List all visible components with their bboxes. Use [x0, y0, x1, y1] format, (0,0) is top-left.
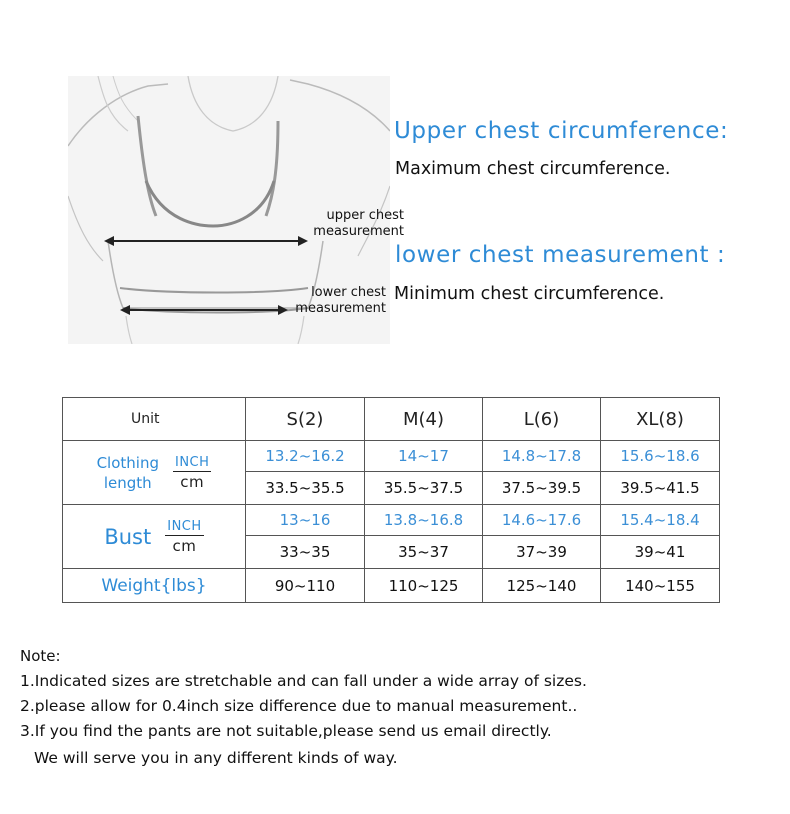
table-cell: 39~41 [601, 536, 720, 569]
table-cell: 33.5~35.5 [246, 472, 365, 505]
table-cell: 37.5~39.5 [483, 472, 601, 505]
cm-unit-label: cm [172, 536, 197, 555]
upper-label-line2: measurement [313, 224, 404, 239]
size-header: L(6) [483, 398, 601, 441]
clothing-length-label [97, 453, 159, 493]
table-cell: 37~39 [483, 536, 601, 569]
upper-chest-desc: Maximum chest circumference. [395, 159, 671, 179]
note-line-3: 3.If you find the pants are not suitable,please send us email directly. [20, 722, 552, 740]
notes-section [20, 647, 760, 772]
table-cell: 90~110 [246, 569, 365, 603]
clothing-length-inch-row [63, 441, 720, 472]
table-cell: 14.8~17.8 [483, 441, 601, 472]
size-header: S(2) [246, 398, 365, 441]
inch-unit-label: INCH [174, 454, 210, 470]
table-cell: 33~35 [246, 536, 365, 569]
table-cell: 14~17 [365, 441, 483, 472]
closing-note: We will serve you in any different kinds of way. [34, 749, 398, 767]
table-cell: 125~140 [483, 569, 601, 603]
clothing-label-line1: Clothing [96, 453, 159, 472]
size-header: M(4) [365, 398, 483, 441]
bust-label-cell [63, 505, 246, 569]
lower-chest-title: lower chest measurement : [395, 242, 726, 268]
note-line-2: 2.please allow for 0.4inch size difference due to manual measurement.. [20, 697, 578, 715]
table-cell: 14.6~17.6 [483, 505, 601, 536]
cm-unit-label: cm [180, 472, 205, 491]
unit-stack [165, 519, 203, 555]
upper-chest-title: Upper chest circumference: [394, 118, 729, 144]
weight-label: Weight{lbs} [63, 569, 246, 603]
table-cell: 15.6~18.6 [601, 441, 720, 472]
bust-inch-row [63, 505, 720, 536]
clothing-length-label-cell [63, 441, 246, 505]
table-cell: 13.8~16.8 [365, 505, 483, 536]
note-line-1: 1.Indicated sizes are stretchable and can fall under a wide array of sizes. [20, 672, 587, 690]
table-cell: 35.5~37.5 [365, 472, 483, 505]
size-header: XL(8) [601, 398, 720, 441]
lower-chest-desc: Minimum chest circumference. [394, 284, 665, 304]
weight-row [63, 569, 720, 603]
table-cell: 15.4~18.4 [601, 505, 720, 536]
unit-header: Unit [63, 398, 246, 441]
inch-unit-label: INCH [167, 518, 202, 534]
size-chart-table [62, 397, 720, 603]
lower-label-line2: measurement [295, 301, 386, 316]
table-cell: 13~16 [246, 505, 365, 536]
upper-label-line1: upper chest [326, 208, 404, 223]
unit-stack [173, 455, 211, 491]
table-cell: 110~125 [365, 569, 483, 603]
table-cell: 13.2~16.2 [246, 441, 365, 472]
clothing-label-line2: length [103, 473, 152, 492]
lower-label-line1: lower chest [311, 285, 386, 300]
table-cell: 39.5~41.5 [601, 472, 720, 505]
table-cell: 140~155 [601, 569, 720, 603]
notes-heading: Note: [20, 647, 61, 665]
table-header-row [63, 398, 720, 441]
table-cell: 35~37 [365, 536, 483, 569]
lower-chest-label [282, 285, 386, 317]
bust-label: Bust [104, 524, 152, 549]
upper-chest-label [300, 208, 404, 240]
